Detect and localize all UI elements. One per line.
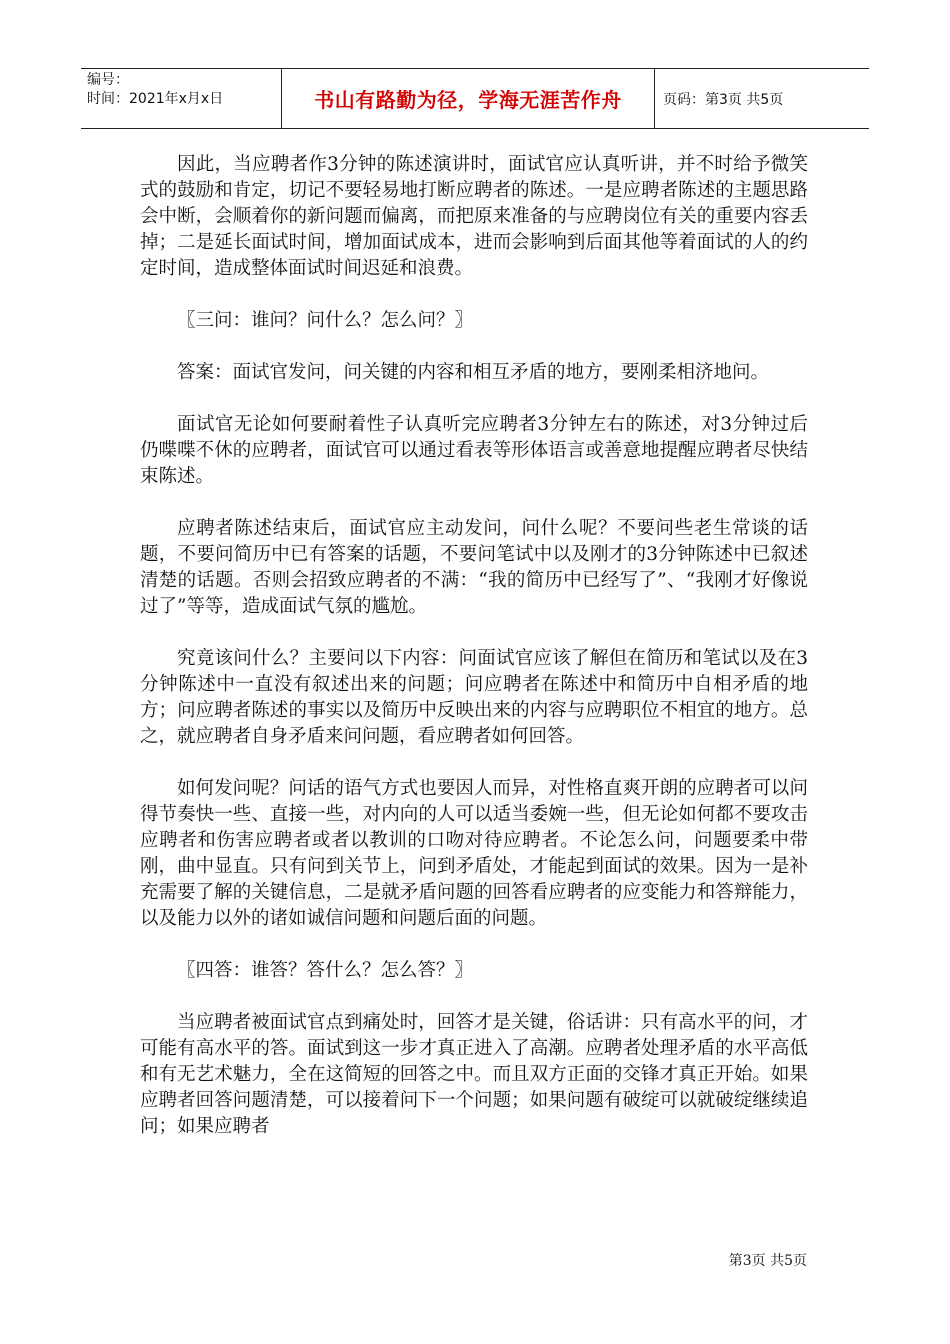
page-footer-number: 第3页 共5页 [728,1253,807,1269]
paragraph: 应聘者陈述结束后，面试官应主动发问，问什么呢？不要问些老生常谈的话题，不要问简历中已有答案的话题，不要问笔试中以及刚才的3分钟陈述中已叙述清楚的话题。否则会招致应聘者的不满：“我的简历中已经写了”、“我刚才好像说过了”等等，造成面试气氛的尴尬。 [140,518,808,617]
paragraph: 究竟该问什么？主要问以下内容：问面试官应该了解但在简历和笔试以及在3分钟陈述中一直没有叙述出来的问题；问应聘者在陈述中和简历中自相矛盾的地方；问应聘者陈述的事实以及简历中反映出来的内容与应聘职位不相宜的地方。总之，就应聘者自身矛盾来问问题，看应聘者如何回答。 [140,648,808,747]
section-heading: 〖三问：谁问？问什么？怎么问？〗 [177,310,474,331]
header-page-number: 页码：第3页 共5页 [663,91,784,108]
paragraph: 如何发问呢？问话的语气方式也要因人而异，对性格直爽开朗的应聘者可以问得节奏快一些、直接一些，对内向的人可以适当委婉一些，但无论如何都不要攻击应聘者和伤害应聘者或者以教训的口吻对待应聘者。不论怎么问，问题要柔中带刚，曲中显直。只有问到关节上，问到矛盾处，才能起到面试的效果。因为一是补充需要了解的关键信息，二是就矛盾问题的回答看应聘者的应变能力和答辩能力，以及能力以外的诸如诚信问题和问题后面的问题。 [140,778,808,929]
paragraph: 因此，当应聘者作3分钟的陈述演讲时，面试官应认真听讲，并不时给予微笑式的鼓励和肯定，切记不要轻易地打断应聘者的陈述。一是应聘者陈述的主题思路会中断，会顺着你的新问题而偏离，而把原来准备的与应聘岗位有关的重要内容丢掉；二是延长面试时间，增加面试成本，进而会影响到后面其他等着面试的人的约定时间，造成整体面试时间迟延和浪费。 [140,154,808,279]
header-motto: 书山有路勤为径，学海无涯苦作舟 [282,69,655,128]
paragraph: 当应聘者被面试官点到痛处时，回答才是关键，俗话讲：只有高水平的问，才可能有高水平的答。面试到这一步才真正进入了高潮。应聘者处理矛盾的水平高低和有无艺术魅力，全在这简短的回答之中。而且双方正面的交锋才真正开始。如果应聘者回答问题清楚，可以接着问下一个问题；如果问题有破绽可以就破绽继续追问；如果应聘者 [140,1012,808,1137]
header-meta [81,69,282,128]
document-body [140,152,808,1166]
document-number-label: 编号： [87,72,129,88]
paragraph: 面试官无论如何要耐着性子认真听完应聘者3分钟左右的陈述，对3分钟过后仍喋喋不休的应聘者，面试官可以通过看表等形体语言或善意地提醒应聘者尽快结束陈述。 [140,414,808,487]
page-header [81,68,869,129]
paragraph: 答案：面试官发问，问关键的内容和相互矛盾的地方，要刚柔相济地问。 [177,362,770,383]
section-heading: 〖四答：谁答？答什么？怎么答？〗 [177,960,474,981]
document-date-label: 时间：2021年x月x日 [87,91,224,107]
